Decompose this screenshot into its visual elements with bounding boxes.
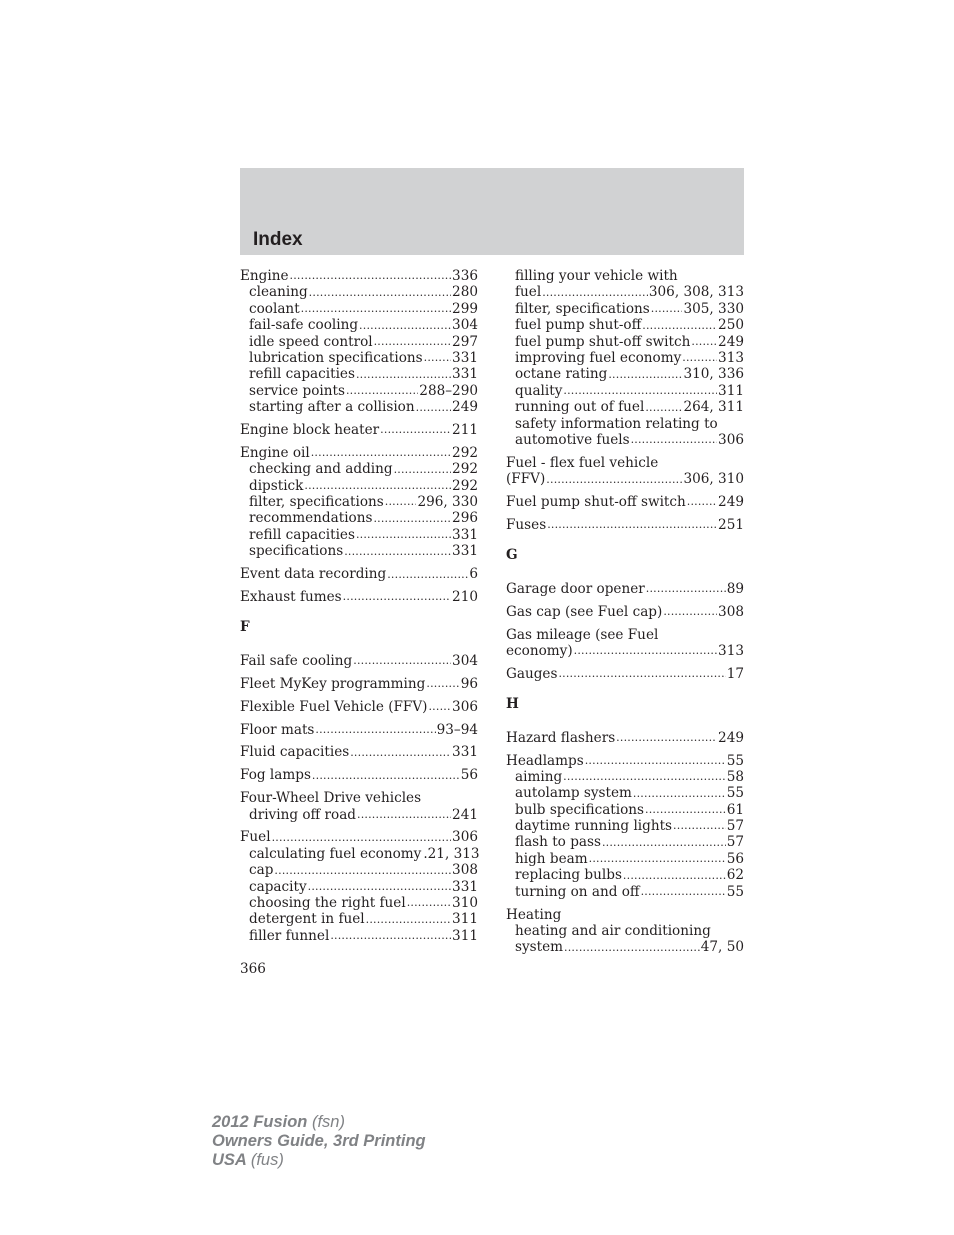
dot-leader	[564, 940, 700, 956]
dot-leader	[574, 643, 717, 659]
dot-leader	[308, 879, 451, 895]
entry-term: Heating	[506, 906, 562, 923]
index-subentry	[240, 478, 478, 494]
dot-leader	[585, 753, 726, 769]
footer-region: USA	[212, 1151, 247, 1169]
dot-leader	[645, 802, 726, 818]
dot-leader	[356, 367, 451, 383]
entry-term: filter, specifications	[249, 494, 384, 511]
footer-model-code: (fsn)	[311, 1113, 345, 1131]
dot-leader	[356, 527, 451, 543]
index-subentry	[240, 494, 478, 510]
entry-page-ref: 304	[452, 652, 478, 669]
entry-page-ref: 336	[452, 268, 478, 284]
dot-leader	[304, 478, 451, 494]
dot-leader	[312, 768, 460, 784]
index-main-entry	[240, 653, 478, 669]
page-title: Index	[253, 229, 303, 250]
index-main-entry	[506, 907, 744, 923]
dot-leader	[633, 786, 726, 802]
index-subentry	[506, 851, 744, 867]
index-subentry	[506, 834, 744, 850]
dot-leader	[663, 604, 717, 620]
entry-page-ref: 306	[452, 829, 478, 846]
dot-leader	[343, 589, 451, 605]
entry-page-ref: 56	[726, 850, 744, 867]
dot-leader	[272, 830, 451, 846]
entry-term: starting after a collision	[249, 399, 415, 416]
dot-leader	[563, 383, 717, 399]
entry-term: autolamp system	[515, 785, 632, 802]
entry-page-ref: 311	[452, 911, 478, 928]
index-entry	[506, 494, 744, 510]
dot-leader	[301, 301, 451, 317]
dot-leader	[315, 722, 435, 738]
entry-page-ref: 292	[452, 444, 478, 461]
entry-term: specifications	[249, 543, 344, 560]
footer-model-line	[212, 1113, 426, 1132]
entry-term: high beam	[515, 850, 588, 867]
dot-leader	[373, 511, 451, 527]
entry-page-ref: 210	[452, 589, 478, 606]
index-subentry	[240, 383, 478, 399]
index-entry	[506, 666, 744, 682]
entry-term: filling your vehicle with	[515, 268, 678, 284]
entry-page-ref: 249	[718, 333, 744, 350]
entry-term: heating and air conditioning	[515, 922, 711, 939]
entry-term: Floor mats	[240, 721, 315, 738]
entry-page-ref: 280	[452, 284, 478, 301]
dot-leader	[631, 432, 717, 448]
entry-page-ref: 296	[452, 510, 478, 527]
index-entry	[240, 722, 478, 738]
index-entry	[240, 676, 478, 692]
entry-page-ref: 55	[726, 785, 744, 802]
entry-page-ref: 57	[726, 818, 744, 835]
entry-term: running out of fuel	[515, 399, 645, 416]
index-letter-heading: G	[506, 547, 518, 564]
entry-page-ref: 47, 50	[700, 939, 744, 956]
entry-term: coolant	[249, 300, 300, 317]
dot-leader	[608, 367, 682, 383]
index-entry	[506, 517, 744, 533]
index-subentry	[240, 461, 478, 477]
dot-leader	[407, 895, 451, 911]
dot-leader	[646, 581, 726, 597]
page-number: 366	[240, 961, 266, 977]
entry-term: refill capacities	[249, 526, 355, 543]
dot-leader	[558, 666, 725, 682]
entry-term: Fleet MyKey programming	[240, 675, 426, 692]
entry-page-ref: 251	[718, 516, 744, 533]
index-subentry	[506, 317, 744, 333]
entry-term: Fog lamps	[240, 767, 311, 784]
index-subentry	[240, 301, 478, 317]
entry-page-ref: 313	[718, 642, 744, 659]
entry-page-ref: 305, 330	[683, 300, 744, 317]
entry-page-ref: 288–290	[419, 382, 478, 399]
entry-term: checking and adding	[249, 461, 393, 478]
entry-page-ref: 250	[718, 317, 744, 334]
entry-term: Gas cap (see Fuel cap)	[506, 603, 663, 620]
dot-leader	[416, 400, 451, 416]
index-subentry	[240, 879, 478, 895]
index-subentry	[240, 317, 478, 333]
dot-leader	[546, 472, 682, 488]
entry-page-ref: 304	[452, 317, 478, 334]
entry-page-ref: 331	[452, 543, 478, 560]
entry-page-ref: 310	[452, 895, 478, 912]
dot-leader	[428, 699, 451, 715]
index-entry	[506, 627, 744, 660]
entry-term: Flexible Fuel Vehicle (FFV)	[240, 698, 428, 715]
index-subentry	[506, 867, 744, 883]
footer-guide-line: Owners Guide, 3rd Printing	[212, 1132, 426, 1150]
entry-page-ref: 55	[726, 752, 744, 769]
dot-leader	[274, 863, 451, 879]
entry-page-ref: 306	[452, 698, 478, 715]
index-entry	[240, 790, 478, 823]
dot-leader	[359, 318, 451, 334]
dot-leader	[602, 835, 726, 851]
entry-page-ref: 292	[452, 477, 478, 494]
index-main-entry	[240, 744, 478, 760]
entry-page-ref: 331	[452, 878, 478, 895]
index-main-entry	[506, 604, 744, 620]
index-subentry	[506, 334, 744, 350]
index-subentry	[506, 769, 744, 785]
entry-page-ref: 297	[452, 333, 478, 350]
index-main-entry	[240, 566, 478, 582]
dot-leader	[642, 318, 717, 334]
entry-page-ref: 306	[718, 431, 744, 448]
index-main-entry	[506, 494, 744, 510]
entry-term: Hazard flashers	[506, 729, 616, 746]
dot-leader	[290, 268, 452, 284]
dot-leader	[673, 818, 726, 834]
entry-term: Fluid capacities	[240, 744, 350, 761]
entry-page-ref: 331	[452, 526, 478, 543]
index-subentry	[506, 399, 744, 415]
entry-page-ref: 299	[452, 300, 478, 317]
index-main-entry	[240, 268, 478, 284]
dot-leader	[651, 301, 683, 317]
dot-leader	[350, 745, 451, 761]
index-entry	[240, 699, 478, 715]
index-subentry	[240, 895, 478, 911]
entry-page-ref: 313	[718, 349, 744, 366]
dot-leader	[623, 868, 726, 884]
index-main-entry	[506, 471, 744, 487]
dot-leader	[563, 769, 726, 785]
entry-page-ref: 292	[452, 461, 478, 478]
dot-leader	[426, 676, 459, 692]
index-subentry	[240, 911, 478, 927]
index-subentry	[240, 807, 478, 823]
index-main-entry	[506, 753, 744, 769]
index-entry	[240, 767, 478, 783]
entry-term: Fuel - flex fuel vehicle	[506, 454, 659, 471]
entry-page-ref: 62	[726, 867, 744, 884]
index-main-entry	[240, 829, 478, 845]
entry-term: detergent in fuel	[249, 911, 365, 928]
entry-page-ref: 308	[718, 603, 744, 620]
index-main-entry	[240, 676, 478, 692]
entry-page-ref: 17	[726, 665, 744, 682]
index-subentry	[240, 543, 478, 559]
index-header-band	[240, 168, 744, 255]
index-subentry	[506, 366, 744, 382]
entry-term: fuel pump shut-off switch	[515, 333, 691, 350]
index-subentry	[240, 510, 478, 526]
index-subentry	[506, 268, 744, 284]
dot-leader	[691, 334, 717, 350]
entry-term: cleaning	[249, 284, 308, 301]
footer-model: 2012 Fusion	[212, 1113, 308, 1131]
index-subentry	[506, 432, 744, 448]
dot-leader	[346, 383, 418, 399]
entry-term: filter, specifications	[515, 300, 650, 317]
entry-term: (FFV)	[506, 471, 546, 488]
entry-term: daytime running lights	[515, 818, 673, 835]
index-main-entry	[506, 643, 744, 659]
entry-page-ref: 306, 310	[683, 471, 744, 488]
dot-leader	[616, 730, 717, 746]
index-entry	[240, 653, 478, 669]
index-subentry	[506, 301, 744, 317]
entry-page-ref: 249	[718, 494, 744, 511]
entry-page-ref: 6	[469, 566, 478, 583]
index-entry	[506, 581, 744, 597]
entry-term: capacity	[249, 878, 307, 895]
dot-leader	[330, 928, 451, 944]
entry-term: recommendations	[249, 510, 373, 527]
index-entry	[506, 907, 744, 956]
index-main-entry	[506, 581, 744, 597]
index-subentry	[240, 846, 478, 862]
entry-page-ref: 96	[460, 675, 478, 692]
index-entry	[240, 744, 478, 760]
index-main-entry	[240, 445, 478, 461]
entry-term: system	[515, 939, 564, 956]
entry-term: fuel pump shut-off	[515, 317, 642, 334]
entry-term: cap	[249, 862, 274, 879]
entry-term: economy)	[506, 642, 573, 659]
dot-leader	[309, 285, 451, 301]
dot-leader	[424, 350, 451, 366]
dot-leader	[641, 884, 726, 900]
index-main-entry	[506, 627, 744, 643]
entry-term: filler funnel	[249, 927, 330, 944]
entry-term: safety information relating to	[515, 415, 718, 432]
entry-page-ref: 311	[718, 382, 744, 399]
index-letter-heading: F	[240, 619, 250, 636]
entry-term: idle speed control	[249, 333, 373, 350]
entry-page-ref: 249	[452, 399, 478, 416]
index-subentry	[506, 785, 744, 801]
entry-page-ref: 241	[452, 806, 478, 823]
entry-page-ref: 61	[726, 801, 744, 818]
entry-page-ref: 310, 336	[683, 366, 744, 383]
index-subentry	[240, 399, 478, 415]
index-subentry	[506, 802, 744, 818]
index-main-entry	[506, 517, 744, 533]
entry-term: dipstick	[249, 477, 304, 494]
dot-leader	[394, 462, 451, 478]
dot-leader	[357, 807, 451, 823]
entry-term: driving off road	[249, 806, 357, 823]
index-entry	[240, 422, 478, 438]
entry-term: Headlamps	[506, 752, 584, 769]
index-subentry	[506, 350, 744, 366]
index-entry	[506, 604, 744, 620]
index-main-entry	[240, 699, 478, 715]
entry-term: octane rating	[515, 366, 608, 383]
entry-term: replacing bulbs	[515, 867, 622, 884]
entry-page-ref: 249	[718, 729, 744, 746]
dot-leader	[589, 851, 726, 867]
entry-term: Engine	[240, 268, 289, 284]
dot-leader	[385, 494, 417, 510]
entry-term: flash to pass	[515, 834, 601, 851]
entry-term: Fuel pump shut-off switch	[506, 494, 686, 511]
entry-page-ref: 57	[726, 834, 744, 851]
entry-page-ref: 331	[452, 744, 478, 761]
index-subentry	[240, 527, 478, 543]
dot-leader	[687, 494, 717, 510]
index-subentry	[240, 928, 478, 944]
entry-page-ref: 93–94	[436, 721, 478, 738]
entry-page-ref: 296, 330	[417, 494, 478, 511]
entry-page-ref: 89	[726, 580, 744, 597]
dot-leader	[387, 567, 468, 583]
entry-page-ref: 55	[726, 883, 744, 900]
entry-page-ref: 308	[452, 862, 478, 879]
dot-leader	[542, 285, 648, 301]
entry-term: choosing the right fuel	[249, 895, 406, 912]
index-subentry	[506, 884, 744, 900]
entry-term: fail-safe cooling	[249, 317, 359, 334]
index-entry	[240, 829, 478, 944]
entry-page-ref: 56	[460, 767, 478, 784]
dot-leader	[311, 445, 451, 461]
index-subentry	[506, 923, 744, 939]
entry-term: service points	[249, 382, 345, 399]
entry-term: aiming	[515, 768, 563, 785]
dot-leader	[344, 544, 451, 560]
index-subentry	[240, 862, 478, 878]
entry-term: Fail safe cooling	[240, 652, 353, 669]
entry-page-ref: 211	[452, 422, 478, 439]
index-main-entry	[240, 790, 478, 806]
index-subentry	[506, 383, 744, 399]
entry-term: refill capacities	[249, 366, 355, 383]
entry-term: bulb specifications	[515, 801, 645, 818]
index-subentry	[506, 939, 744, 955]
entry-page-ref: 58	[726, 768, 744, 785]
entry-term: turning on and off	[515, 883, 640, 900]
index-subentry	[240, 350, 478, 366]
dot-leader	[645, 400, 682, 416]
entry-term: Fuses	[506, 516, 547, 533]
entry-term: Gas mileage (see Fuel	[506, 626, 659, 643]
entry-page-ref: 311	[452, 927, 478, 944]
entry-term: Engine block heater	[240, 422, 380, 439]
index-subentry	[240, 366, 478, 382]
index-entry	[506, 268, 744, 448]
entry-term: Exhaust fumes	[240, 589, 342, 606]
index-subentry	[506, 416, 744, 432]
document-footer	[212, 1113, 426, 1170]
entry-term: Gauges	[506, 665, 558, 682]
entry-term: automotive fuels	[515, 431, 630, 448]
dot-leader	[547, 517, 717, 533]
entry-term: Garage door opener	[506, 580, 645, 597]
dot-leader	[374, 334, 451, 350]
index-entry	[506, 753, 744, 901]
footer-region-line	[212, 1151, 426, 1170]
index-main-entry	[506, 455, 744, 471]
index-main-entry	[240, 722, 478, 738]
index-subentry	[506, 284, 744, 300]
index-letter-heading: H	[506, 696, 519, 713]
index-subentry	[240, 284, 478, 300]
index-entry	[506, 455, 744, 488]
index-main-entry	[240, 422, 478, 438]
footer-region-code: (fus)	[250, 1151, 284, 1169]
entry-term: improving fuel economy	[515, 349, 682, 366]
entry-term: quality	[515, 382, 563, 399]
entry-page-ref: 264, 311	[683, 399, 744, 416]
entry-page-ref: 331	[452, 366, 478, 383]
index-column-left	[240, 268, 478, 951]
entry-term: Engine oil	[240, 444, 310, 461]
entry-page-ref: .21, 313	[423, 845, 480, 862]
dot-leader	[380, 422, 451, 438]
index-column-right	[506, 268, 744, 962]
index-main-entry	[240, 589, 478, 605]
index-main-entry	[240, 767, 478, 783]
dot-leader	[682, 350, 717, 366]
index-entry	[506, 730, 744, 746]
dot-leader	[353, 653, 451, 669]
entry-term: Event data recording	[240, 566, 387, 583]
index-main-entry	[506, 666, 744, 682]
entry-term: lubrication specifications	[249, 349, 423, 366]
entry-page-ref: 331	[452, 349, 478, 366]
entry-page-ref: 306, 308, 313	[648, 284, 744, 301]
index-entry	[240, 268, 478, 416]
index-entry	[240, 589, 478, 605]
entry-term: calculating fuel economy	[249, 845, 422, 862]
index-main-entry	[506, 730, 744, 746]
index-entry	[240, 445, 478, 560]
dot-leader	[366, 912, 451, 928]
entry-term: fuel	[515, 284, 542, 301]
index-entry	[240, 566, 478, 582]
entry-term: Fuel	[240, 829, 271, 846]
index-subentry	[506, 818, 744, 834]
index-subentry	[240, 334, 478, 350]
entry-term: Four-Wheel Drive vehicles	[240, 790, 422, 807]
